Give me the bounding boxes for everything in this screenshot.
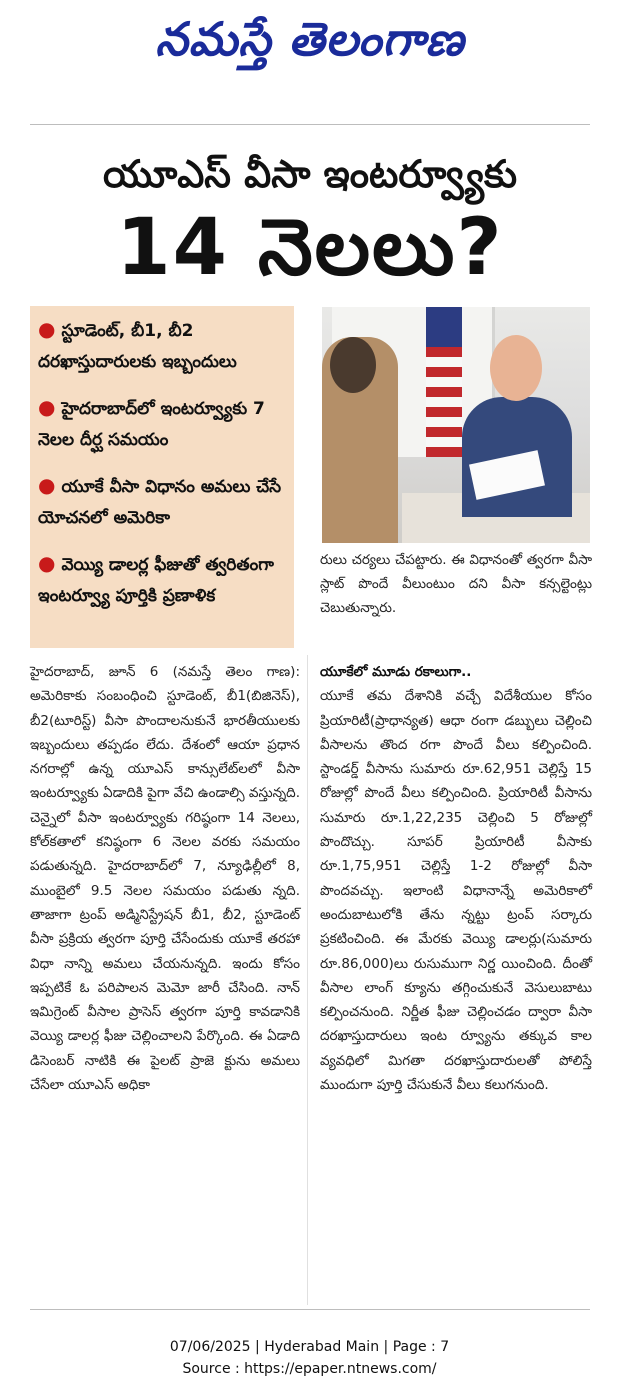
highlight-item: ● యూకే వీసా విధానం అమలు చేసే యోచనలో అమెరికా xyxy=(38,473,282,528)
headline-line1: యూఎస్ వీసా ఇంటర్వ్యూకు xyxy=(103,152,517,196)
footer-source-line: Source : https://epaper.ntnews.com/ xyxy=(182,1361,437,1377)
article-left-column: హైదరాబాద్, జూన్ 6 (నమస్తే తెలం గాణ): అమెరికాకు సంబంధించి స్టూడెంట్, బీ1(బిజినెస్), బీ2(టూరిస్ట్) వీసా పొందాలనుకునే భారతీయులకు ఇబ్బందులు తప్పడం లేదు. దేశంలో ఆయా ప్రధాన నగరాల్లో ఉన్న యూఎస్ కాన్సులేట్‌లలో వీసా ఇంటర్వ్యూకు ఏడాదికి పైగా వేచి ఉండాల్సి వస్తున్నది. చెన్నైలో వీసా ఇంటర్వ్యూకు గరిష్ఠంగా 14 నెలలు, కోల్‌కతాలో కనిష్ఠంగా 6 నెలల వరకు సమయం పడుతున్నది. హైదరాబాద్‌లో 7, న్యూఢిల్లీలో 8, ముంబైలో 9.5 నెలల సమయం పడుతు న్నది. తాజాగా ట్రంప్ అడ్మినిస్ట్రేషన్ బీ1, బీ2, స్టూడెంట్ వీసా ప్రక్రియ త్వరగా పూర్తి చేసేందుకు యూకే తరహా విధా నాన్ని అమలు చేయనున్నది. ఇందు కోసం ఇప్పటికే ఓ పరిపాలన మెమో జారీ చేసింది. నాన్ ఇమిగ్రెంట్ వీసాల ప్రాసెస్ త్వరగా పూర్తి కావడానికి వెయ్యి డాలర్ల ఫీజు చెల్లించాలని పేర్కొంది. ఈ ఏడాది డిసెంబర్ నాటికి ఈ పైలట్ ప్రాజె క్టును అమలు చేసేలా యూఎస్ అధికా xyxy=(30,664,300,1094)
subheading: యూకేలో మూడు రకాలుగా.. xyxy=(320,664,472,680)
right-column-body: యూకే తమ దేశానికి వచ్చే విదేశీయుల కోసం ప్రియారిటీ(ప్రాధాన్యత) ఆధా రంగా డబ్బులు చెల్లించి వీసాలను తొంద రగా పొందే వీలు కల్పించింది. స్టాండర్డ్ వీసాను సుమారు రూ.62,951 చెల్లిస్తే 15 రోజుల్లో పొందే వీలు కల్పించింది. ప్రియారిటీ వీసాను సుమారు రూ.1,22,235 చెల్లించి 5 రోజుల్లో పొందొచ్చు. సూపర్ ప్రియారిటీ వీసాకు రూ.1,75,951 చెల్లిస్తే 1-2 రోజుల్లో వీసా పొందవచ్చు. ఇలాంటి విధానాన్నే అమెరికాలో అందుబాటులోకి తేను న్నట్టు ట్రంప్ సర్కారు ప్రకటించింది. ఈ మేరకు వెయ్యి డాలర్లు(సుమారు రూ.86,000)లు రుసుముగా నిర్ణ యించింది. దీంతో వీసాల లాంగ్ క్యూను తగ్గించుకునే వెసులుబాటు కల్పించనుంది. నిర్ణీత ఫీజు చెల్లించడం ద్వారా వీసా దరఖాస్తుదారులు ఇంట ర్వ్యూను తక్కువ కాల వ్యవధిలో మిగతా దరఖాస్తుదారులతో పోలిస్తే ముందుగా పూర్తి చేసుకునే వీలు కలుగనుంది. xyxy=(320,688,592,1094)
highlight-item: ● హైదరాబాద్‌లో ఇంటర్వ్యూకు 7 నెలల దీర్ఘ సమయం xyxy=(38,395,265,450)
bullet-icon: ● xyxy=(38,395,56,419)
bottom-divider xyxy=(30,1309,590,1310)
article-right-column xyxy=(320,660,592,1097)
column-divider xyxy=(307,655,308,1305)
bullet-icon: ● xyxy=(38,551,56,575)
headline-line2: 14 నెలలు? xyxy=(116,203,504,293)
bullet-icon: ● xyxy=(38,473,56,497)
newspaper-logo: నమస్తే తెలంగాణ xyxy=(155,12,465,66)
visa-interview-photo xyxy=(322,307,590,543)
footer xyxy=(0,1336,619,1380)
highlight-item: ● స్టూడెంట్, బీ1, బీ2 దరఖాస్తుదారులకు ఇబ్బందులు xyxy=(38,317,237,372)
highlight-item: ● వెయ్యి డాలర్ల ఫీజుతో త్వరితంగా ఇంటర్వ్యూ పూర్తికి ప్రణాళిక xyxy=(38,551,274,606)
footer-date-line: 07/06/2025 | Hyderabad Main | Page : 7 xyxy=(169,1339,450,1355)
masthead xyxy=(0,0,619,80)
highlights-box xyxy=(30,306,294,648)
bullet-icon: ● xyxy=(38,317,56,341)
article-continuation: రులు చర్యలు చేపట్టారు. ఈ విధానంతో త్వరగా వీసా స్లాట్ పొందే వీలుంటుం దని వీసా కన్సల్టెంట్లు చెబుతున్నారు. xyxy=(320,552,592,616)
top-divider xyxy=(30,124,590,125)
